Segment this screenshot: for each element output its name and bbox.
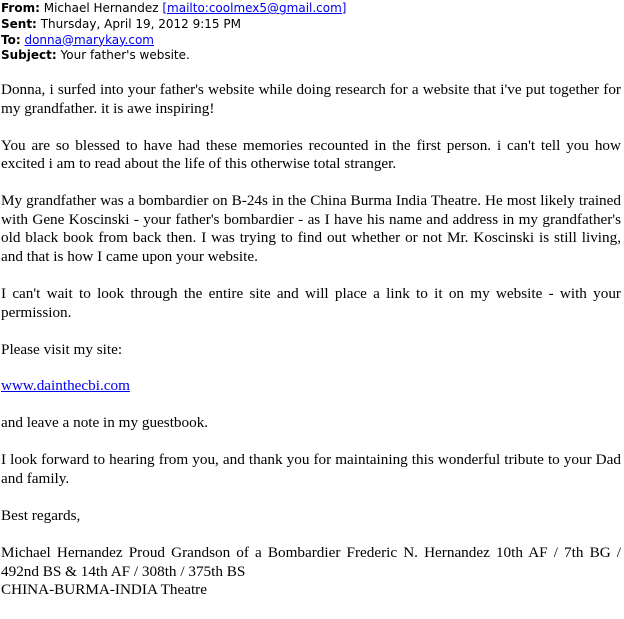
paragraph-link [1,377,621,396]
email-header [1,1,347,64]
sent-value: Thursday, April 19, 2012 9:15 PM [40,16,241,31]
signature-line-2: CHINA-BURMA-INDIA Theatre [1,581,207,599]
website-link[interactable]: www.dainthecbi.com [1,377,130,395]
paragraph-visit: Please visit my site: [1,340,123,358]
from-row [1,1,347,17]
subject-value: Your father's website. [60,48,190,63]
to-email-link[interactable]: donna@marykay.com [24,32,154,47]
paragraph-greeting: Donna, i surfed into your father's website while doing research for a website that i've put together for my grandfather. it is awe inspiring! [1,81,621,117]
signature-line-1: Michael Hernandez Proud Grandson of a Bombardier Frederic N. Hernandez 10th AF / 7th BG / 492nd BS & 14th AF / 308th / 375th BS [1,544,621,580]
to-label: To: [1,32,21,47]
paragraph-guestbook: and leave a note in my guestbook. [1,414,209,432]
email-body [1,81,621,600]
paragraph-blessed: You are so blessed to have had these memories recounted in the first person. i can't tell you how excited i am to read about the life of this otherwise total stranger. [1,136,621,173]
subject-label: Subject: [1,48,57,63]
paragraph-grandfather: My grandfather was a bombardier on B-24s in the China Burma India Theatre. He most likely trained with Gene Koscinski - your father's bombardier - as I have his name and address in my grandfather's old black book from back then. I was trying to find out whether or not Mr. Koscinski is still living, and that is how I came upon your website. [1,192,621,265]
paragraph-look-forward: I look forward to hearing from you, and thank you for maintaining this wonderful tribute to your Dad and family. [1,451,621,488]
subject-row [1,48,347,64]
sent-label: Sent: [1,16,37,31]
signature [1,544,621,600]
from-mailto-link[interactable]: [mailto:coolmex5@gmail.com] [162,1,347,15]
from-name: Michael Hernandez [43,1,159,15]
paragraph-regards: Best regards, [1,507,81,525]
paragraph-link-request: I can't wait to look through the entire site and will place a link to it on my website - with your permission. [1,284,621,321]
to-row [1,33,347,49]
sent-row [1,17,347,33]
from-label: From: [1,1,40,15]
